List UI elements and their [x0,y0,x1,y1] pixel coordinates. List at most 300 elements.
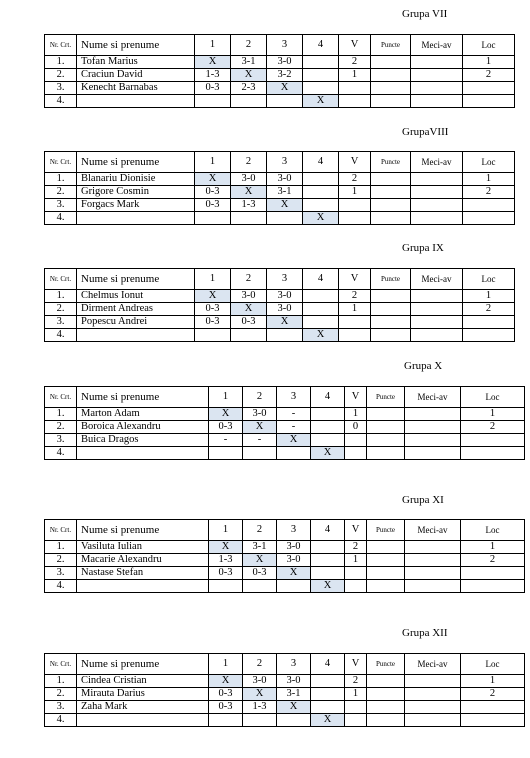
player-name [77,580,209,593]
points-cell [371,186,411,199]
score-cell: X [231,186,267,199]
points-cell [367,434,405,447]
points-cell [371,82,411,95]
match-avg-cell [411,303,463,316]
score-cell: 2-3 [231,82,267,95]
header-col-2: 2 [231,35,267,56]
header-meci-av: Meci-av [405,520,461,541]
table-row [45,580,525,593]
row-nr: 4. [45,329,77,342]
match-avg-cell [405,580,461,593]
score-cell: X [303,95,339,108]
score-cell: 3-0 [267,56,303,69]
place-cell: 2 [463,186,515,199]
score-cell [277,447,311,460]
player-name: Blanariu Dionisie [77,173,195,186]
header-row [45,654,525,675]
row-nr: 3. [45,199,77,212]
match-avg-cell [405,688,461,701]
wins-cell: 2 [345,675,367,688]
match-avg-cell [405,434,461,447]
score-cell: 1-3 [243,701,277,714]
place-cell [461,447,525,460]
header-name: Nume si prenume [77,152,195,173]
score-cell [303,303,339,316]
points-cell [367,701,405,714]
match-avg-cell [411,56,463,69]
table-row [45,56,515,69]
points-cell [367,541,405,554]
score-cell: X [303,212,339,225]
wins-cell: 2 [339,290,371,303]
match-avg-cell [411,95,463,108]
header-col-4: 4 [311,654,345,675]
table-row [45,421,525,434]
table-row [45,316,515,329]
score-cell: X [195,173,231,186]
wins-cell [339,316,371,329]
row-nr: 2. [45,688,77,701]
score-cell: X [243,421,277,434]
row-nr: 3. [45,316,77,329]
score-cell [267,212,303,225]
player-name [77,212,195,225]
match-avg-cell [411,290,463,303]
player-name: Tofan Marius [77,56,195,69]
header-nr: Nr. Crt. [45,152,77,173]
header-nr: Nr. Crt. [45,520,77,541]
score-cell: - [277,421,311,434]
match-avg-cell [411,82,463,95]
score-cell: 3-1 [267,186,303,199]
group-title: Grupa XII [402,627,448,639]
score-cell: X [243,688,277,701]
match-avg-cell [411,186,463,199]
score-cell: X [243,554,277,567]
table-row [45,173,515,186]
score-cell: 0-3 [195,199,231,212]
wins-cell: 1 [339,69,371,82]
score-cell: 0-3 [209,567,243,580]
wins-cell: 1 [345,554,367,567]
points-cell [371,212,411,225]
score-cell [209,447,243,460]
header-col-2: 2 [243,387,277,408]
points-cell [371,303,411,316]
score-cell: 1-3 [195,69,231,82]
place-cell [461,580,525,593]
wins-cell: 1 [339,186,371,199]
header-row [45,152,515,173]
player-name: Marton Adam [77,408,209,421]
header-v: V [345,520,367,541]
score-cell [243,580,277,593]
header-col-1: 1 [209,654,243,675]
score-cell [209,580,243,593]
points-cell [371,95,411,108]
header-loc: Loc [463,35,515,56]
wins-cell [345,580,367,593]
table-row [45,541,525,554]
header-col-1: 1 [209,387,243,408]
player-name: Popescu Andrei [77,316,195,329]
place-cell: 1 [463,173,515,186]
match-avg-cell [411,173,463,186]
header-row [45,520,525,541]
header-name: Nume si prenume [77,387,209,408]
score-cell [311,701,345,714]
wins-cell [345,701,367,714]
place-cell: 2 [461,688,525,701]
match-avg-cell [405,554,461,567]
score-cell [311,688,345,701]
score-cell: 0-3 [195,316,231,329]
group-title: Grupa X [404,360,443,372]
row-nr: 2. [45,303,77,316]
match-avg-cell [405,447,461,460]
header-meci-av: Meci-av [411,35,463,56]
score-cell: 3-2 [267,69,303,82]
group-title: Grupa IX [402,242,444,254]
score-cell [243,447,277,460]
table-row [45,554,525,567]
score-cell: X [267,199,303,212]
header-col-2: 2 [243,520,277,541]
table-row [45,186,515,199]
row-nr: 2. [45,421,77,434]
place-cell [463,82,515,95]
points-cell [367,447,405,460]
player-name: Buica Dragos [77,434,209,447]
row-nr: 4. [45,447,77,460]
header-loc: Loc [461,387,525,408]
score-cell: - [277,408,311,421]
row-nr: 1. [45,408,77,421]
match-avg-cell [405,675,461,688]
table-row [45,69,515,82]
header-meci-av: Meci-av [411,152,463,173]
score-cell: X [195,290,231,303]
header-name: Nume si prenume [77,654,209,675]
wins-cell [345,714,367,727]
score-cell [311,434,345,447]
score-cell: X [209,675,243,688]
wins-cell: 2 [339,173,371,186]
score-cell: 0-3 [195,82,231,95]
points-cell [367,421,405,434]
match-avg-cell [411,69,463,82]
score-cell [303,69,339,82]
header-puncte: Puncte [371,35,411,56]
points-cell [371,329,411,342]
score-cell: 0-3 [243,567,277,580]
score-cell [195,95,231,108]
player-name [77,714,209,727]
score-cell [303,56,339,69]
score-cell: 3-1 [231,56,267,69]
place-cell: 2 [463,69,515,82]
score-cell [311,541,345,554]
score-cell: X [303,329,339,342]
player-name: Cindea Cristian [77,675,209,688]
place-cell [461,567,525,580]
row-nr: 3. [45,567,77,580]
group-title: Grupa VII [402,8,448,20]
wins-cell: 1 [345,688,367,701]
score-cell: 3-0 [277,554,311,567]
score-cell: 3-0 [277,541,311,554]
place-cell [463,316,515,329]
score-cell [303,186,339,199]
group-table [44,653,525,727]
player-name [77,447,209,460]
score-cell [311,408,345,421]
score-cell: X [267,316,303,329]
score-cell: - [243,434,277,447]
table-row [45,212,515,225]
score-cell: 0-3 [195,303,231,316]
score-cell [195,329,231,342]
place-cell [463,212,515,225]
match-avg-cell [405,701,461,714]
score-cell: 1-3 [209,554,243,567]
place-cell [461,701,525,714]
score-cell [277,580,311,593]
row-nr: 4. [45,580,77,593]
row-nr: 4. [45,95,77,108]
score-cell [195,212,231,225]
player-name: Mirauta Darius [77,688,209,701]
header-puncte: Puncte [367,654,405,675]
place-cell [463,199,515,212]
row-nr: 2. [45,554,77,567]
header-nr: Nr. Crt. [45,654,77,675]
place-cell: 1 [461,675,525,688]
score-cell [209,714,243,727]
score-cell: 3-0 [243,675,277,688]
header-col-3: 3 [267,269,303,290]
score-cell: - [209,434,243,447]
header-nr: Nr. Crt. [45,387,77,408]
score-cell: X [209,408,243,421]
points-cell [371,173,411,186]
header-puncte: Puncte [371,152,411,173]
score-cell [231,95,267,108]
group-table [44,386,525,460]
score-cell [303,290,339,303]
header-col-4: 4 [311,520,345,541]
table-row [45,447,525,460]
score-cell: 3-0 [243,408,277,421]
table-row [45,408,525,421]
player-name [77,95,195,108]
points-cell [371,69,411,82]
header-col-4: 4 [311,387,345,408]
header-v: V [339,35,371,56]
score-cell [303,199,339,212]
wins-cell [339,329,371,342]
score-cell [231,212,267,225]
place-cell [463,95,515,108]
group-title: GrupaVIII [402,126,449,138]
place-cell: 2 [463,303,515,316]
table-row [45,714,525,727]
score-cell: 3-1 [243,541,277,554]
points-cell [371,316,411,329]
table-row [45,434,525,447]
header-loc: Loc [461,654,525,675]
points-cell [367,567,405,580]
table-row [45,675,525,688]
match-avg-cell [411,329,463,342]
score-cell: X [231,303,267,316]
points-cell [371,199,411,212]
points-cell [367,554,405,567]
row-nr: 3. [45,82,77,95]
wins-cell: 2 [339,56,371,69]
group-table [44,34,515,108]
score-cell: 3-0 [277,675,311,688]
score-cell: X [267,82,303,95]
header-col-1: 1 [195,152,231,173]
wins-cell: 1 [345,408,367,421]
header-col-4: 4 [303,35,339,56]
score-cell: X [231,69,267,82]
score-cell: 0-3 [231,316,267,329]
match-avg-cell [405,541,461,554]
header-puncte: Puncte [367,520,405,541]
score-cell: X [311,714,345,727]
score-cell: 3-1 [277,688,311,701]
player-name: Craciun David [77,69,195,82]
score-cell: X [195,56,231,69]
player-name: Forgacs Mark [77,199,195,212]
header-nr: Nr. Crt. [45,35,77,56]
score-cell: 1-3 [231,199,267,212]
match-avg-cell [405,567,461,580]
score-cell: 3-0 [231,173,267,186]
score-cell: 0-3 [209,688,243,701]
match-avg-cell [411,316,463,329]
score-cell [311,567,345,580]
score-cell [277,714,311,727]
header-col-3: 3 [267,35,303,56]
header-col-2: 2 [231,269,267,290]
player-name: Macarie Alexandru [77,554,209,567]
player-name: Zaha Mark [77,701,209,714]
header-col-2: 2 [231,152,267,173]
header-nr: Nr. Crt. [45,269,77,290]
score-cell [303,316,339,329]
match-avg-cell [411,212,463,225]
score-cell [267,329,303,342]
score-cell [311,675,345,688]
header-col-1: 1 [209,520,243,541]
wins-cell [339,95,371,108]
place-cell [461,714,525,727]
header-puncte: Puncte [371,269,411,290]
wins-cell [339,199,371,212]
place-cell: 1 [463,290,515,303]
score-cell [311,421,345,434]
group-table [44,268,515,342]
header-col-3: 3 [277,387,311,408]
row-nr: 1. [45,290,77,303]
score-cell [303,82,339,95]
player-name: Boroica Alexandru [77,421,209,434]
header-col-2: 2 [243,654,277,675]
wins-cell [345,447,367,460]
header-loc: Loc [461,520,525,541]
score-cell: 0-3 [195,186,231,199]
wins-cell: 2 [345,541,367,554]
row-nr: 4. [45,212,77,225]
row-nr: 1. [45,541,77,554]
row-nr: 2. [45,69,77,82]
header-col-4: 4 [303,152,339,173]
row-nr: 1. [45,56,77,69]
score-cell: 3-0 [231,290,267,303]
points-cell [371,56,411,69]
score-cell: X [277,567,311,580]
points-cell [367,714,405,727]
group-title: Grupa XI [402,494,444,506]
place-cell: 1 [463,56,515,69]
header-meci-av: Meci-av [411,269,463,290]
row-nr: 2. [45,186,77,199]
header-meci-av: Meci-av [405,654,461,675]
row-nr: 3. [45,701,77,714]
points-cell [367,675,405,688]
table-row [45,688,525,701]
wins-cell: 0 [345,421,367,434]
header-puncte: Puncte [367,387,405,408]
header-col-3: 3 [277,520,311,541]
place-cell: 2 [461,554,525,567]
place-cell [463,329,515,342]
score-cell [231,329,267,342]
header-name: Nume si prenume [77,269,195,290]
score-cell: 3-0 [267,303,303,316]
group-table [44,519,525,593]
points-cell [367,688,405,701]
header-meci-av: Meci-av [405,387,461,408]
score-cell: X [277,701,311,714]
table-row [45,290,515,303]
wins-cell [345,434,367,447]
player-name: Vasiluta Iulian [77,541,209,554]
score-cell [311,554,345,567]
place-cell: 2 [461,421,525,434]
score-cell: 0-3 [209,421,243,434]
header-name: Nume si prenume [77,520,209,541]
score-cell: 3-0 [267,290,303,303]
place-cell: 1 [461,408,525,421]
row-nr: 3. [45,434,77,447]
header-v: V [339,269,371,290]
table-row [45,95,515,108]
score-cell [243,714,277,727]
place-cell [461,434,525,447]
match-avg-cell [405,408,461,421]
header-v: V [339,152,371,173]
header-col-4: 4 [303,269,339,290]
header-col-3: 3 [277,654,311,675]
header-col-3: 3 [267,152,303,173]
header-row [45,387,525,408]
header-loc: Loc [463,269,515,290]
score-cell: 3-0 [267,173,303,186]
